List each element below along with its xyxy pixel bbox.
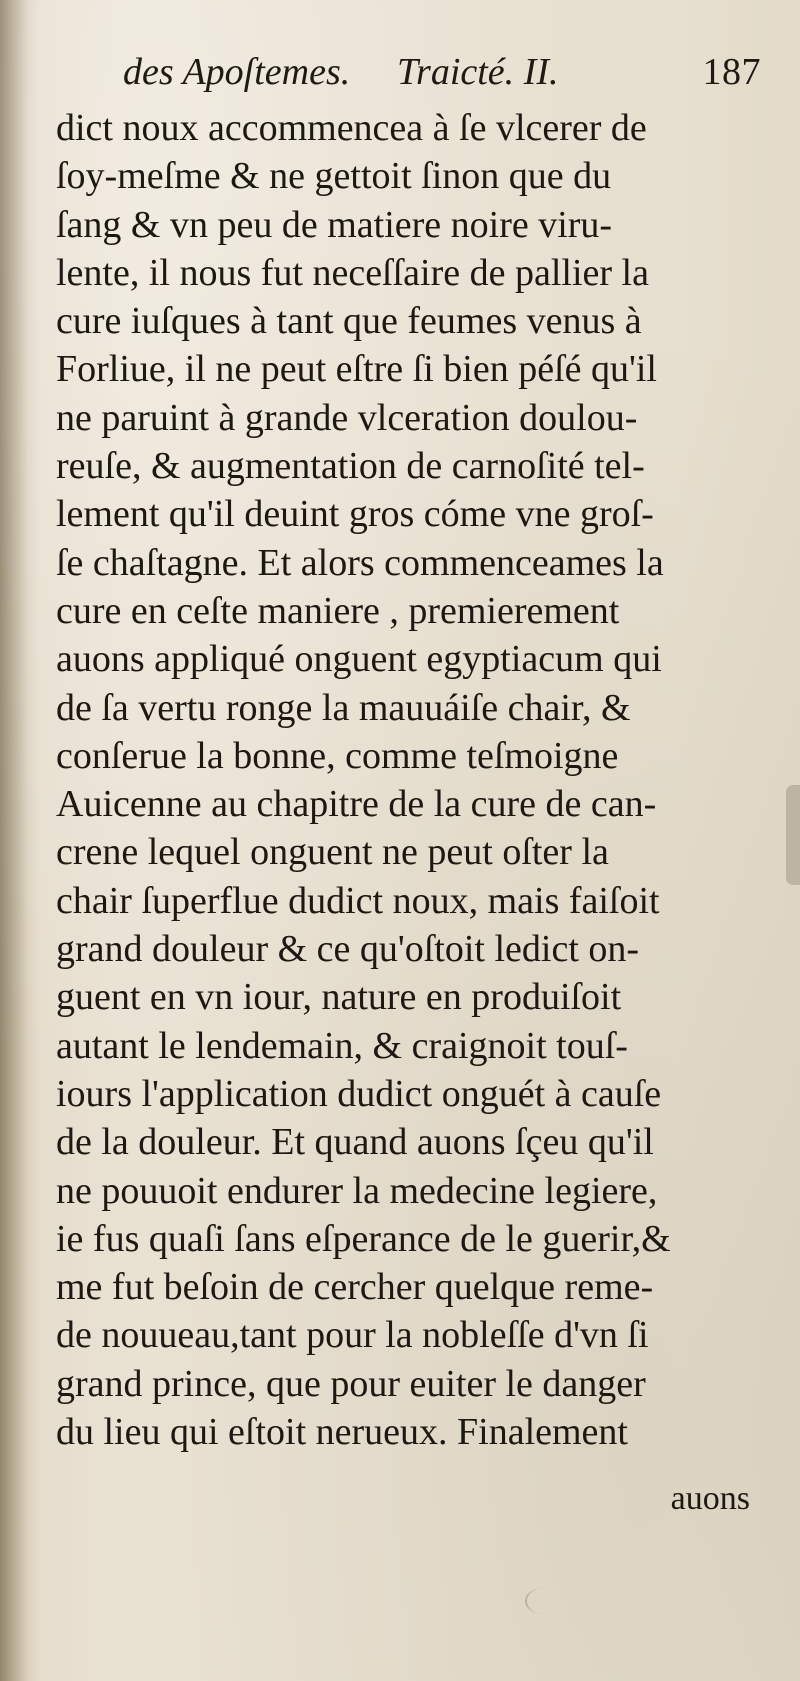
text-line: chair ſuperflue dudict noux, mais faiſoit bbox=[56, 879, 660, 922]
page-number: 187 bbox=[702, 51, 761, 93]
text-line: ſe chaſtagne. Et alors commenceames la bbox=[56, 541, 664, 584]
running-title-center: Traicté. II. bbox=[397, 51, 559, 93]
text-line: de la douleur. Et quand auons ſçeu qu'il bbox=[56, 1121, 654, 1164]
text-line: ne pouuoit endurer la medecine legiere, bbox=[56, 1169, 658, 1212]
text-line: de ſa vertu ronge la mauuáiſe chair, & bbox=[56, 686, 631, 729]
text-line: iours l'application dudict onguét à cauſe bbox=[56, 1072, 662, 1115]
text-line: grand prince, que pour euiter le danger bbox=[56, 1362, 646, 1405]
text-line: auons appliqué onguent egyptiacum qui bbox=[56, 638, 662, 681]
running-title-left: des Apoſtemes. bbox=[123, 51, 351, 93]
text-line: lement qu'il deuint gros cóme vne groſ- bbox=[56, 493, 654, 536]
text-line: dict noux accommencea à ſe vlcerer de bbox=[56, 107, 647, 149]
text-line: Auicenne au chapitre de la cure de can- bbox=[56, 783, 657, 826]
body-text bbox=[56, 104, 746, 1456]
binding-shadow bbox=[0, 0, 28, 1681]
text-line: conſerue la bonne, comme teſmoigne bbox=[56, 734, 619, 777]
text-line: cure iuſques à tant que feumes venus à bbox=[56, 300, 642, 343]
page-edge-mark bbox=[786, 785, 800, 885]
text-line: du lieu qui eſtoit nerueux. Finalement bbox=[56, 1411, 628, 1454]
paper-stain bbox=[525, 1588, 561, 1614]
text-line: me fut beſoin de cercher quelque reme- bbox=[56, 1266, 654, 1309]
text-line: crene lequel onguent ne peut oſter la bbox=[56, 831, 609, 874]
text-line: lente, il nous fut neceſſaire de pallier la bbox=[56, 251, 649, 294]
text-line: autant le lendemain, & craignoit touſ- bbox=[56, 1024, 628, 1067]
text-line: Forliue, il ne peut eſtre ſi bien péſé qu'il bbox=[56, 348, 657, 391]
text-line: de nouueau,tant pour la nobleſſe d'vn ſi bbox=[56, 1314, 649, 1357]
catchword: auons bbox=[670, 1480, 750, 1517]
text-line: reuſe, & augmentation de carnoſité tel- bbox=[56, 445, 645, 488]
text-line: ne paruint à grande vlceration doulou- bbox=[56, 396, 638, 439]
text-line: guent en vn iour, nature en produiſoit bbox=[56, 976, 622, 1019]
text-line: cure en ceſte maniere , premierement bbox=[56, 589, 620, 632]
text-line: grand douleur & ce qu'oſtoit ledict on- bbox=[56, 928, 640, 971]
running-header bbox=[105, 44, 761, 100]
text-line: ſoy-meſme & ne gettoit ſinon que du bbox=[56, 155, 612, 198]
text-line: ſang & vn peu de matiere noire viru- bbox=[56, 203, 613, 246]
text-line: ie fus quaſi ſans eſperance de le guerir,& bbox=[56, 1217, 671, 1260]
